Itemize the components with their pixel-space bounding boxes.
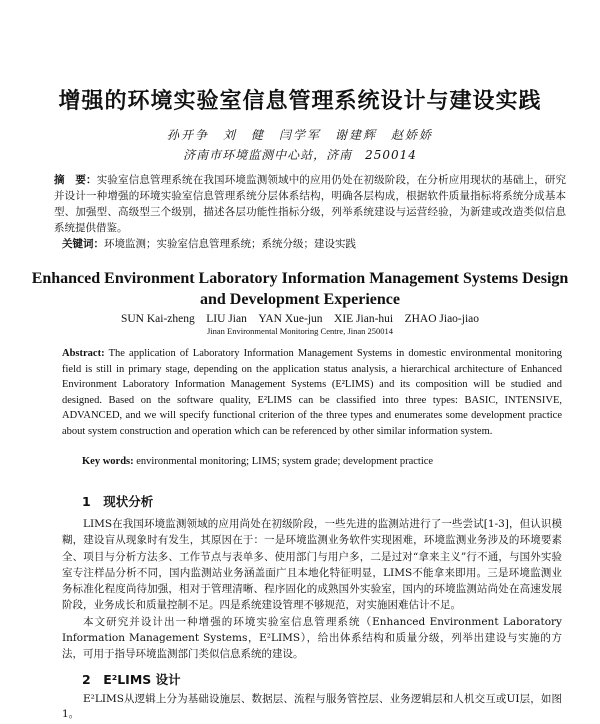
- section-2-heading: 2 E²LIMS 设计: [82, 672, 181, 687]
- english-authors: SUN Kai-zheng LIU Jian YAN Xue-jun XIE Jian-hui ZHAO Jiao-jiao: [120, 313, 480, 325]
- chinese-abstract-label: 摘 要：: [54, 174, 97, 186]
- section-1-heading: 1 现状分析: [82, 494, 154, 509]
- english-title: Enhanced Environment Laboratory Information Management Systems Design and Development Experience: [31, 270, 569, 308]
- chinese-authors: 孙开争 刘 健 闫学军 谢建辉 赵娇娇: [166, 128, 433, 142]
- chinese-title: 增强的环境实验室信息管理系统设计与建设实践: [58, 89, 542, 114]
- section-1-paragraph-1: LIMS在我国环境监测领域的应用尚处在初级阶段，一些先进的监测站进行了一些尝试[1-3]，但认识模糊，建设盲从现象时有发生，其原因在于：一是环境监测业务软件实现困难，环境监测业务涉及的环境要素全、项目与分析方法多、工作节点与表单多、使用部门与用户多，二是过对“拿来主义”行不通，与国外实验室专注样品分析不同，国内监测站业务涵盖面广且本地化特征明显，LIMS不能拿来即用。三是环境监测业务标准化程度尚待加强，相对于管理清晰、程序固化的成熟国外实验室，国内的环境监测站尚处在高速发展阶段，业务成长和质量控制不足。四是系统建设管理不够规范，对实施困难估计不足。: [62, 518, 562, 612]
- english-keywords-label: Key words:: [82, 456, 134, 467]
- chinese-affiliation: 济南市环境监测中心站，济南 250014: [183, 148, 417, 162]
- section-2-paragraph-1: E²LIMS从逻辑上分为基础设施层、数据层、流程与服务管控层、业务逻辑层和人机交互或UI层，如图1。: [62, 693, 562, 720]
- chinese-keywords-label: 关键词：: [62, 238, 104, 250]
- chinese-abstract: [54, 172, 566, 236]
- chinese-keywords-text: 环境监测；实验室信息管理系统；系统分级；建设实践: [104, 238, 356, 250]
- english-affiliation: Jinan Environmental Monitoring Centre, Jinan 250014: [206, 326, 394, 336]
- chinese-abstract-text: 实验室信息管理系统在我国环境监测领域中的应用仍处在初级阶段，在分析应用现状的基础上，研究并设计一种增强的环境实验室信息管理系统分层体系结构，明确各层构成，根据软件质量指标将系统分成基本型、加强型、高级型三个级别，描述各层功能性指标分级，列举系统建设与运营经验，为新建或改造类似信息系统提供借鉴。: [54, 174, 567, 234]
- chinese-keywords: [62, 236, 562, 251]
- english-abstract: [62, 346, 562, 439]
- english-keywords: [82, 456, 562, 467]
- english-keywords-text: environmental monitoring; LIMS; system grade; development practice: [136, 456, 434, 467]
- section-1-paragraph-2: 本文研究并设计出一种增强的环境实验室信息管理系统（Enhanced Environment Laboratory Information Management Systems，E²LIMS），给出体系结构和质量分级，列举出建设与实施的方法，可用于指导环境监测部门类似信息系统的建设。: [62, 616, 562, 660]
- english-abstract-label: Abstract:: [62, 348, 105, 359]
- english-abstract-text: The application of Laboratory Information Management Systems in domestic environmental monitoring field is still in primary stage, depending on the application status analysis, a hierarchical architecture of Enhanced Environment Laboratory Information Management Systems (E²LIMS) and its composition will be studied and designed. Based on the software quality, E²LIMS can be classified into three types: BASIC, INTENSIVE, ADVANCED, and we will specify functional criterion of the three types and enumerates some development practice about system construction and operation which can be referenced by other similar information system.: [62, 348, 562, 437]
